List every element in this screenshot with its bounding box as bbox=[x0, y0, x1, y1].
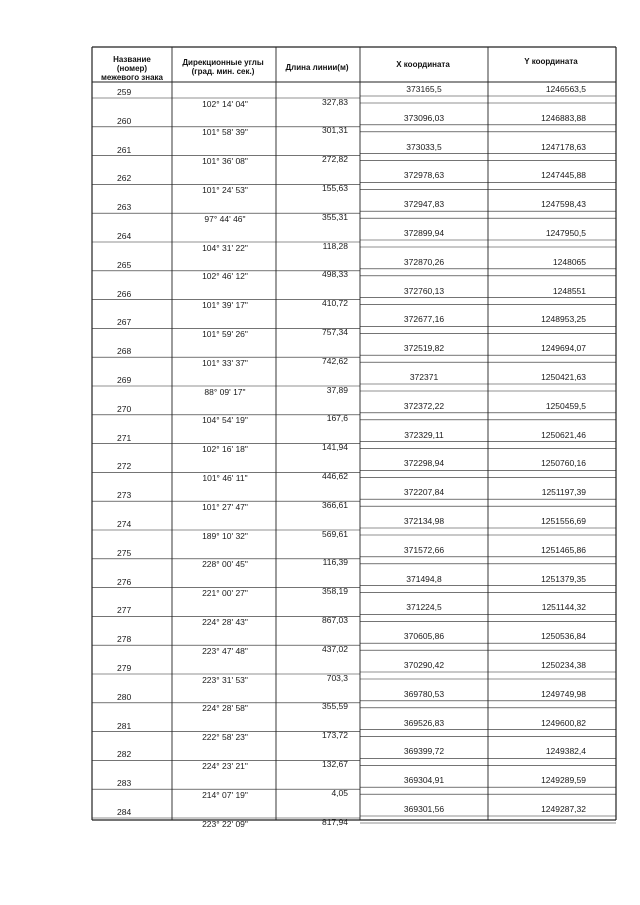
x-coordinate: 373033,5 bbox=[406, 141, 442, 152]
point-name: 281 bbox=[117, 720, 132, 731]
header-x: X координата bbox=[396, 60, 450, 69]
point-name: 284 bbox=[117, 807, 132, 817]
y-coordinate: 1249600,82 bbox=[541, 717, 586, 728]
line-length: 867,03 bbox=[322, 614, 348, 625]
line-length: 757,34 bbox=[322, 326, 348, 337]
direction-angle: 222° 58' 23" bbox=[202, 732, 248, 743]
header-name bbox=[94, 55, 170, 82]
header-angle-line1: Дирекционные углы bbox=[182, 58, 264, 67]
header-name-line1: Название bbox=[113, 55, 151, 64]
y-coordinate: 1247950,5 bbox=[545, 228, 586, 238]
direction-angle: 221° 00' 27" bbox=[202, 588, 248, 599]
line-length: 498,33 bbox=[322, 269, 348, 280]
point-name: 277 bbox=[117, 605, 132, 616]
direction-angle: 102° 14' 04" bbox=[202, 98, 248, 109]
y-coordinate: 1249382,4 bbox=[545, 746, 586, 757]
line-length: 355,59 bbox=[322, 701, 348, 712]
line-length: 703,3 bbox=[326, 672, 348, 683]
line-length: 272,82 bbox=[322, 154, 348, 165]
x-coordinate: 373165,5 bbox=[406, 84, 442, 94]
direction-angle: 102° 16' 18" bbox=[202, 444, 248, 455]
x-coordinate: 372371 bbox=[409, 372, 439, 382]
x-coordinate: 372134,98 bbox=[403, 516, 445, 526]
line-length: 167,6 bbox=[326, 413, 348, 424]
point-name: 263 bbox=[117, 202, 132, 213]
header-angle-line2: (град. мин. сек.) bbox=[191, 67, 255, 76]
point-name: 274 bbox=[117, 519, 132, 529]
point-name: 283 bbox=[117, 778, 132, 789]
direction-angle: 101° 36' 08" bbox=[202, 156, 248, 167]
direction-angle: 224° 23' 21" bbox=[202, 760, 248, 771]
point-name: 272 bbox=[117, 461, 132, 472]
y-coordinate: 1250536,84 bbox=[541, 631, 586, 642]
point-name: 278 bbox=[117, 634, 132, 645]
point-name: 262 bbox=[117, 173, 132, 184]
line-length: 37,89 bbox=[326, 384, 348, 395]
direction-angle: 101° 59' 26" bbox=[202, 328, 248, 339]
x-coordinate: 369526,83 bbox=[403, 717, 445, 728]
line-length: 742,62 bbox=[322, 355, 348, 366]
direction-angle: 224° 28' 43" bbox=[202, 616, 248, 627]
x-coordinate: 369399,72 bbox=[403, 746, 445, 757]
point-name: 268 bbox=[117, 346, 132, 357]
point-name: 275 bbox=[117, 547, 132, 558]
x-coordinate: 372298,94 bbox=[403, 458, 445, 469]
header-length: Длина линии(м) bbox=[285, 63, 349, 72]
point-name: 267 bbox=[117, 317, 132, 328]
y-coordinate: 1251379,35 bbox=[541, 573, 586, 584]
direction-angle: 228° 00' 45" bbox=[202, 559, 248, 570]
direction-angle: 101° 39' 17" bbox=[202, 300, 248, 311]
direction-angle: 214° 07' 19" bbox=[202, 789, 248, 800]
point-name: 276 bbox=[117, 576, 132, 587]
x-coordinate: 371572,66 bbox=[403, 544, 445, 555]
point-name: 259 bbox=[117, 87, 132, 97]
header-name-line2: (номер) bbox=[116, 64, 148, 73]
y-coordinate: 1247598,43 bbox=[541, 199, 586, 210]
line-length: 173,72 bbox=[322, 730, 348, 741]
direction-angle: 101° 33' 37" bbox=[202, 357, 248, 368]
line-length: 132,67 bbox=[322, 758, 348, 769]
direction-angle: 101° 58' 39" bbox=[202, 127, 248, 138]
x-coordinate: 372329,11 bbox=[404, 429, 444, 440]
x-coordinate: 370605,86 bbox=[403, 631, 445, 642]
x-coordinate: 369301,56 bbox=[403, 804, 445, 814]
direction-angle: 189° 10' 32" bbox=[202, 530, 248, 541]
x-coordinate: 370290,42 bbox=[403, 660, 445, 670]
line-length: 141,94 bbox=[322, 442, 348, 453]
y-coordinate: 1250459,5 bbox=[545, 400, 586, 411]
y-coordinate: 1249287,32 bbox=[541, 804, 586, 814]
y-coordinate: 1250760,16 bbox=[541, 458, 586, 469]
x-coordinate: 369304,91 bbox=[403, 775, 445, 786]
line-length: 116,39 bbox=[322, 557, 348, 568]
x-coordinate: 372677,16 bbox=[403, 314, 445, 325]
y-coordinate: 1251144,32 bbox=[541, 602, 586, 613]
y-coordinate: 1251465,86 bbox=[541, 544, 586, 555]
y-coordinate: 1246563,5 bbox=[545, 84, 586, 94]
point-name: 270 bbox=[117, 403, 132, 414]
y-coordinate: 1248551 bbox=[552, 285, 586, 296]
x-coordinate: 372978,63 bbox=[403, 170, 445, 181]
x-coordinate: 373096,03 bbox=[403, 112, 445, 123]
y-coordinate: 1251197,39 bbox=[541, 487, 586, 498]
point-name: 264 bbox=[117, 231, 132, 241]
direction-angle: 97° 44' 46" bbox=[204, 213, 246, 224]
line-length: 4,05 bbox=[331, 787, 348, 798]
x-coordinate: 369780,53 bbox=[403, 688, 445, 699]
y-coordinate: 1248953,25 bbox=[541, 314, 586, 325]
point-name: 261 bbox=[117, 144, 132, 155]
x-coordinate: 371224,5 bbox=[406, 602, 442, 613]
point-name: 265 bbox=[117, 259, 132, 270]
line-length: 366,61 bbox=[322, 499, 348, 510]
line-length: 817,94 bbox=[322, 816, 348, 827]
y-coordinate: 1248065 bbox=[552, 256, 586, 267]
y-coordinate: 1249694,07 bbox=[541, 343, 586, 354]
y-coordinate: 1251556,69 bbox=[541, 516, 586, 526]
line-length: 301,31 bbox=[322, 125, 348, 136]
x-coordinate: 372899,94 bbox=[403, 228, 445, 238]
direction-angle: 101° 46' 11" bbox=[202, 472, 248, 483]
direction-angle: 104° 54' 19" bbox=[202, 415, 248, 426]
direction-angle: 223° 47' 48" bbox=[202, 645, 248, 656]
line-length: 118,28 bbox=[322, 240, 348, 251]
y-coordinate: 1247178,63 bbox=[541, 141, 586, 152]
direction-angle: 101° 27' 47" bbox=[202, 501, 248, 512]
direction-angle: 224° 28' 58" bbox=[202, 703, 248, 714]
x-coordinate: 372947,83 bbox=[403, 199, 445, 210]
direction-angle: 102° 46' 12" bbox=[202, 271, 248, 282]
header-angle bbox=[172, 58, 274, 76]
point-name: 273 bbox=[117, 490, 132, 501]
line-length: 155,63 bbox=[322, 182, 348, 193]
y-coordinate: 1250621,46 bbox=[541, 429, 586, 440]
point-name: 269 bbox=[117, 375, 132, 385]
point-name: 266 bbox=[117, 288, 132, 299]
line-length: 410,72 bbox=[322, 298, 348, 309]
x-coordinate: 372870,26 bbox=[403, 256, 445, 267]
point-name: 271 bbox=[117, 432, 132, 443]
direction-angle: 88° 09' 17" bbox=[204, 386, 246, 397]
point-name: 279 bbox=[117, 663, 132, 673]
x-coordinate: 372207,84 bbox=[403, 487, 445, 498]
header-name-line3: межевого знака bbox=[100, 73, 164, 82]
y-coordinate: 1247445,88 bbox=[541, 170, 586, 181]
y-coordinate: 1249749,98 bbox=[541, 688, 586, 699]
point-name: 260 bbox=[117, 115, 132, 126]
line-length: 327,83 bbox=[322, 96, 348, 107]
line-length: 358,19 bbox=[322, 586, 348, 597]
direction-angle: 104° 31' 22" bbox=[202, 242, 248, 253]
x-coordinate: 372372,22 bbox=[403, 400, 445, 411]
y-coordinate: 1246883,88 bbox=[541, 112, 586, 123]
line-length: 569,61 bbox=[322, 528, 348, 539]
line-length: 446,62 bbox=[322, 470, 348, 481]
line-length: 355,31 bbox=[322, 211, 348, 222]
header-y: Y координата bbox=[524, 57, 578, 66]
line-length: 437,02 bbox=[322, 643, 348, 654]
point-name: 282 bbox=[117, 749, 132, 760]
x-coordinate: 372760,13 bbox=[403, 285, 445, 296]
point-name: 280 bbox=[117, 691, 132, 702]
direction-angle: 101° 24' 53" bbox=[202, 184, 248, 195]
direction-angle: 223° 31' 53" bbox=[202, 674, 248, 685]
x-coordinate: 371494,8 bbox=[406, 573, 442, 584]
x-coordinate: 372519,82 bbox=[403, 343, 445, 354]
y-coordinate: 1249289,59 bbox=[541, 775, 586, 786]
y-coordinate: 1250234,38 bbox=[541, 660, 586, 670]
direction-angle: 223° 22' 09" bbox=[202, 818, 248, 829]
y-coordinate: 1250421,63 bbox=[541, 372, 586, 382]
